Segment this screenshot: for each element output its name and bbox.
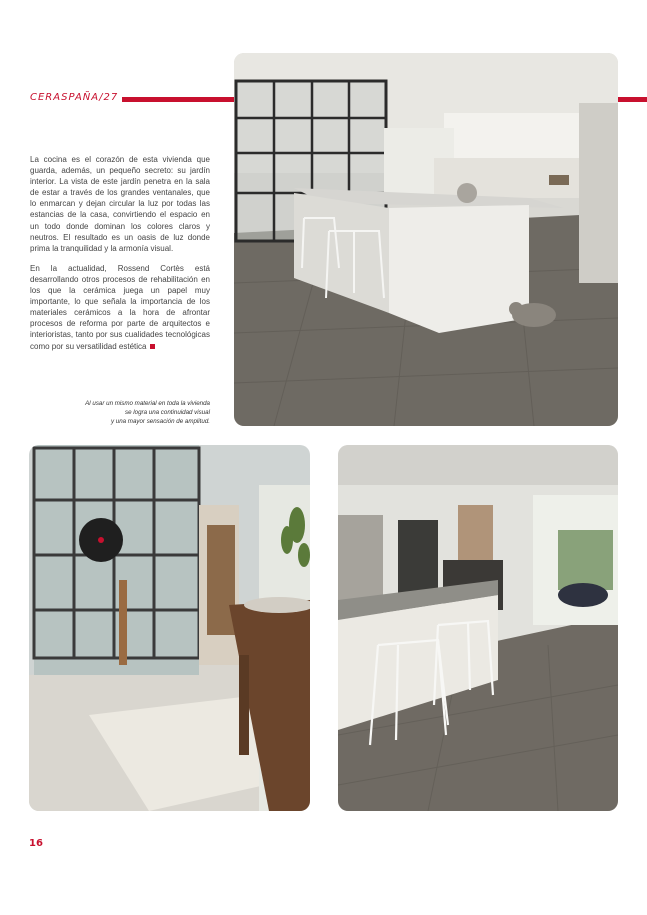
header-rule (122, 97, 235, 102)
section-label: CERASPAÑA/27 (30, 92, 119, 103)
article-body (30, 154, 210, 361)
kitchen-photo (234, 53, 618, 426)
page-number: 16 (29, 838, 43, 849)
end-of-article-mark (150, 344, 155, 349)
hallway-photo (29, 445, 310, 811)
caption-line: Al usar un mismo material en toda la vivienda (85, 400, 210, 407)
photo-caption (40, 399, 210, 426)
kitchen-island-photo (338, 445, 618, 811)
caption-line: se logra una continuidad visual (125, 409, 210, 416)
article-paragraph: La cocina es el corazón de esta vivienda que guarda, además, un pequeño secreto: su jardín interior. La vista de este jardín penetra en la sala de estar a través de los grandes ventanales, que lo enmarcan y dejan circular la luz por todas las estancias de la casa, convirtiendo el espacio en un todo donde dominan los colores claros y neutros. El resultado es un oasis de luz donde prima la tranquilidad y la armonía visual. (30, 155, 210, 253)
caption-line: y una mayor sensación de amplitud. (110, 418, 210, 425)
header-rule-end (617, 97, 647, 102)
article-paragraph-text: En la actualidad, Rossend Cortès está desarrollando otros procesos de rehabilitación en los que la cerámica juega un papel muy importante, lo que señala la importancia de los materiales cerámicos a la hora de afrontar procesos de reforma por parte de arquitectos e interioristas, tanto por sus cualidades tecnológicas como por su versatilidad estética (30, 263, 210, 351)
article-paragraph (30, 263, 210, 352)
